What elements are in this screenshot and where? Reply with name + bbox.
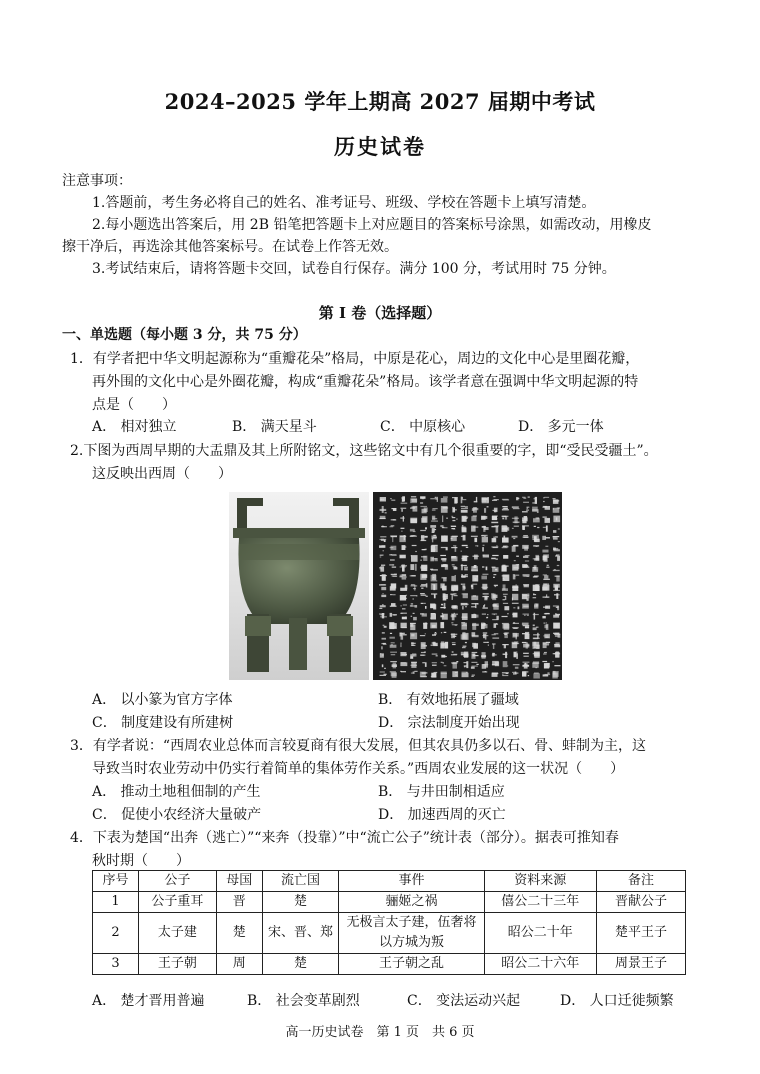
bronze-ding-and-inscription-image — [229, 492, 562, 680]
q3-option-d: D． 加速西周的灭亡 — [378, 807, 506, 823]
page-footer: 高一历史试卷 第 1 页 共 6 页 — [285, 1025, 475, 1040]
exam-title: 2024–2025 学年上期高 2027 届期中考试 — [164, 89, 596, 114]
da-yu-ding-figure — [229, 492, 562, 680]
table-header-cell: 备注 — [597, 871, 686, 892]
table-row — [93, 892, 686, 913]
q1-stem-line1: 1．有学者把中华文明起源称为“重瓣花朵”格局，中原是花心，周边的文化中心是里圈花瓣， — [70, 351, 640, 367]
table-cell: 昭公二十六年 — [484, 954, 596, 975]
q1-option-c: C． 中原核心 — [380, 419, 466, 435]
table-cell: 2 — [93, 913, 139, 954]
q2-option-c: C． 制度建设有所建树 — [92, 715, 234, 731]
q2-option-b: B． 有效地拓展了疆域 — [378, 692, 519, 708]
table-cell: 骊姬之祸 — [339, 892, 484, 913]
exiled-princes-table — [92, 870, 686, 975]
q1-option-b: B． 满天星斗 — [232, 419, 317, 435]
table-header-cell: 母国 — [216, 871, 262, 892]
table-cell: 楚平王子 — [597, 913, 686, 954]
table-cell: 宋、晋、郑 — [262, 913, 339, 954]
q1-option-a: A． 相对独立 — [92, 419, 177, 435]
q4-option-d: D． 人口迁徙频繁 — [560, 993, 674, 1009]
table-cell: 周景王子 — [597, 954, 686, 975]
q1-stem-line2: 再外围的文化中心是外圈花瓣，构成“重瓣花朵”格局。该学者意在强调中华文明起源的特 — [92, 374, 639, 390]
notice-item-2: 2.每小题选出答案后，用 2B 铅笔把答题卡上对应题目的答案标号涂黑，如需改动，用橡皮 — [92, 217, 652, 233]
table-cell: 楚 — [262, 892, 339, 913]
table-cell: 王子朝之乱 — [339, 954, 484, 975]
q2-stem-line2: 这反映出西周（ ） — [92, 466, 232, 482]
table-cell: 公子重耳 — [139, 892, 217, 913]
table-row — [93, 954, 686, 975]
q4-stem-line1: 4．下表为楚国“出奔（逃亡）”“来奔（投靠）”中“流亡公子”统计表（部分）。据表可推知春 — [70, 830, 619, 846]
table-cell: 1 — [93, 892, 139, 913]
table-cell: 晋 — [216, 892, 262, 913]
q3-option-b: B． 与井田制相适应 — [378, 784, 505, 800]
q4-stem-line2: 秋时期（ ） — [92, 853, 190, 869]
table-header-cell: 事件 — [339, 871, 484, 892]
table-header-row — [93, 871, 686, 892]
q4-option-c: C． 变法运动兴起 — [407, 993, 521, 1009]
table-header-cell: 公子 — [139, 871, 217, 892]
table-row — [93, 913, 686, 954]
table-cell: 晋献公子 — [597, 892, 686, 913]
table-header-cell: 资料来源 — [484, 871, 596, 892]
table-cell: 僖公二十三年 — [484, 892, 596, 913]
notice-heading: 注意事项： — [62, 173, 132, 189]
q1-option-d: D． 多元一体 — [518, 419, 604, 435]
table-header-cell: 流亡国 — [262, 871, 339, 892]
q3-stem-line1: 3．有学者说：“西周农业总体而言较夏商有很大发展，但其农具仍多以石、骨、蚌制为主，这 — [70, 738, 647, 754]
q3-stem-line2: 导致当时农业劳动中仍实行着简单的集体劳作关系。”西周农业发展的这一状况（ ） — [92, 761, 625, 777]
q4-option-a: A． 楚才晋用普遍 — [92, 993, 205, 1009]
table-cell: 楚 — [216, 913, 262, 954]
q1-stem-line3: 点是（ ） — [92, 397, 176, 413]
table-cell: 3 — [93, 954, 139, 975]
q2-option-d: D． 宗法制度开始出现 — [378, 715, 520, 731]
part-heading: 一、单选题（每小题 3 分，共 75 分） — [62, 327, 307, 343]
table-header-cell: 序号 — [93, 871, 139, 892]
q2-stem-line1: 2.下图为西周早期的大盂鼎及其上所附铭文，这些铭文中有几个很重要的字，即“受民受疆土”。 — [70, 443, 658, 459]
table-cell: 周 — [216, 954, 262, 975]
table-cell: 太子建 — [139, 913, 217, 954]
q4-option-b: B． 社会变革剧烈 — [247, 993, 360, 1009]
notice-item-3: 3.考试结束后，请将答题卡交回，试卷自行保存。满分 100 分，考试用时 75 分钟。 — [92, 261, 616, 277]
table-cell: 楚 — [262, 954, 339, 975]
table-cell: 无极言太子建，伍奢将以方城为叛 — [339, 913, 484, 954]
notice-item-1: 1.答题前，考生务必将自己的姓名、准考证号、班级、学校在答题卡上填写清楚。 — [92, 195, 596, 211]
table-cell: 王子朝 — [139, 954, 217, 975]
q3-option-c: C． 促使小农经济大量破产 — [92, 807, 262, 823]
table-cell: 昭公二十年 — [484, 913, 596, 954]
section-title: 第 I 卷（选择题） — [318, 304, 442, 322]
exam-subtitle: 历史试卷 — [334, 134, 426, 159]
notice-item-2-cont: 擦干净后，再选涂其他答案标号。在试卷上作答无效。 — [62, 239, 398, 255]
q3-option-a: A． 推动土地租佃制的产生 — [92, 784, 261, 800]
q2-option-a: A． 以小篆为官方字体 — [92, 692, 233, 708]
